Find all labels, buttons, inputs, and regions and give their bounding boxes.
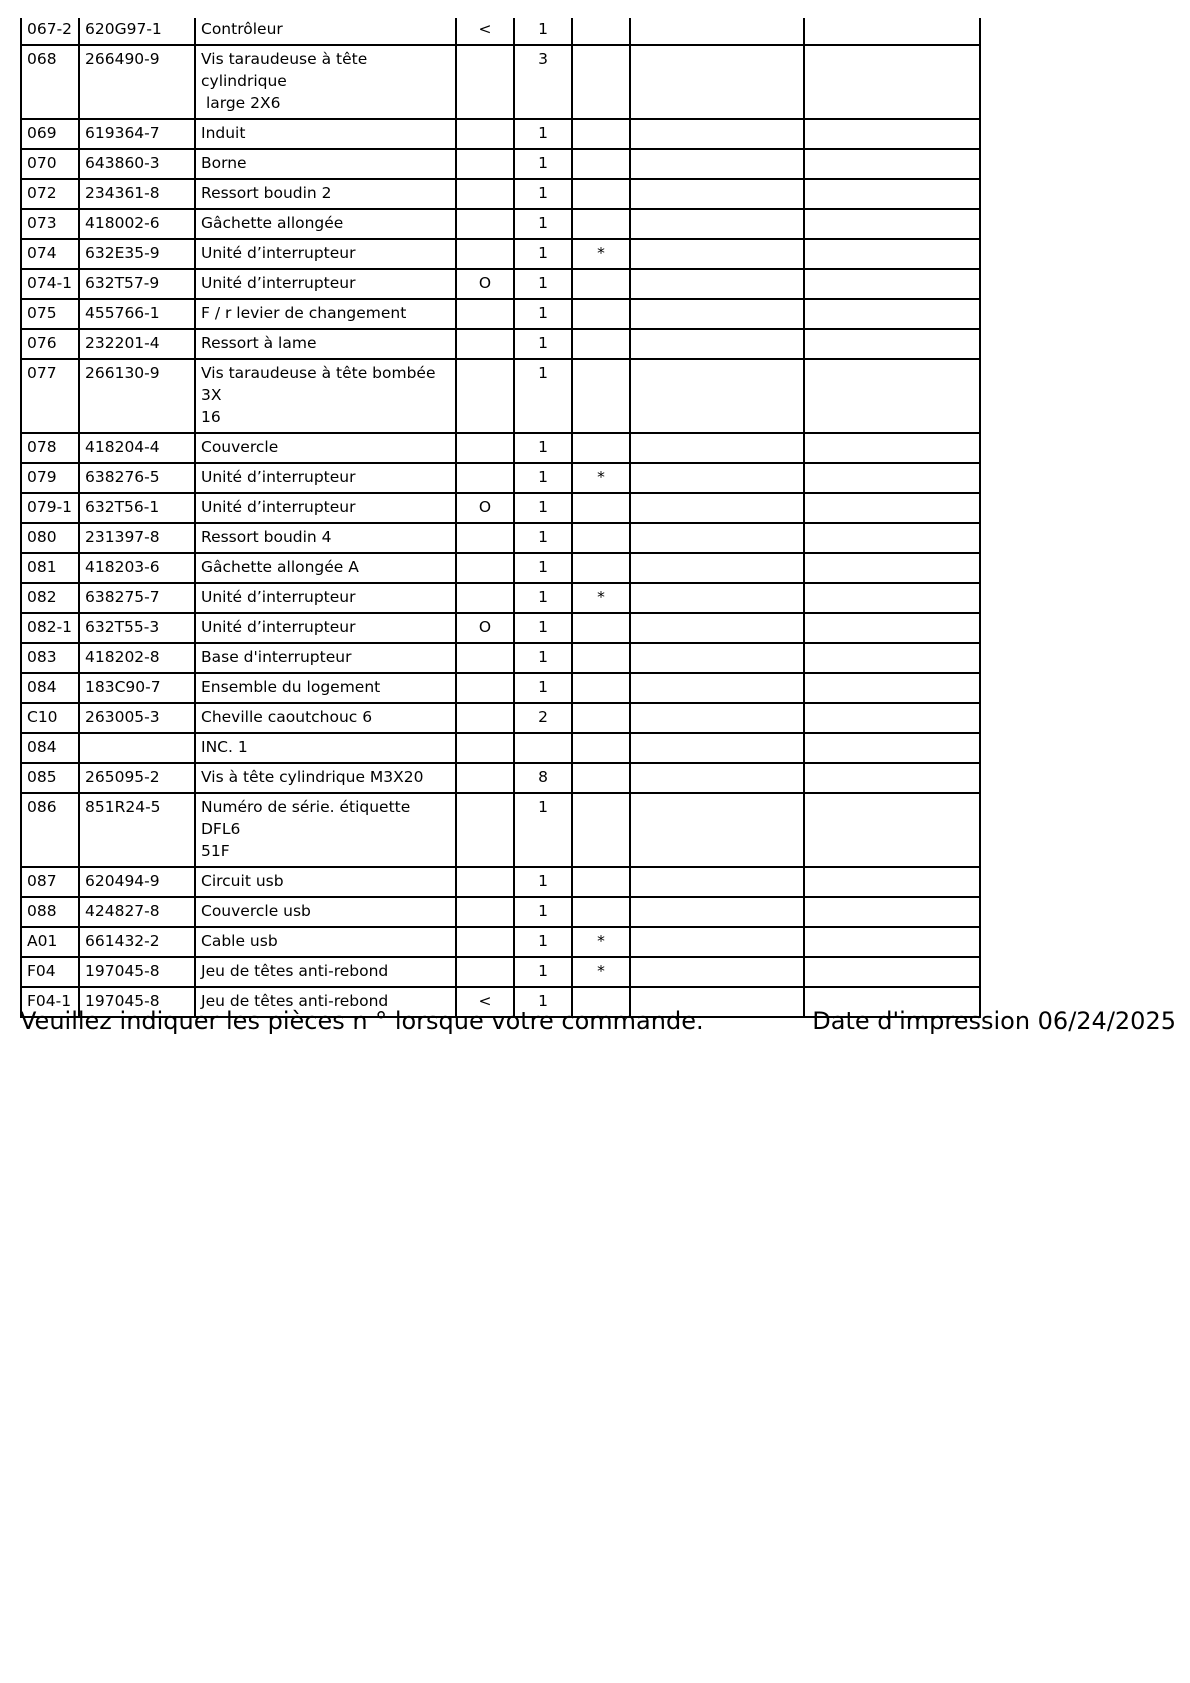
part-number-cell: 619364-7 bbox=[79, 119, 195, 149]
print-date-text: Date d'impression 06/24/2025 bbox=[812, 1007, 1176, 1035]
mark-cell bbox=[456, 45, 514, 119]
blank-cell bbox=[804, 299, 980, 329]
blank-cell bbox=[630, 329, 804, 359]
parts-table-body bbox=[21, 18, 980, 1017]
part-number-cell: 632T55-3 bbox=[79, 613, 195, 643]
note-cell bbox=[572, 643, 630, 673]
table-row bbox=[21, 643, 980, 673]
blank-cell bbox=[630, 957, 804, 987]
parts-table bbox=[20, 18, 981, 1018]
item-number-cell: 088 bbox=[21, 897, 79, 927]
part-number-cell: 418204-4 bbox=[79, 433, 195, 463]
table-row bbox=[21, 553, 980, 583]
mark-cell bbox=[456, 179, 514, 209]
blank-cell bbox=[804, 643, 980, 673]
quantity-cell: 1 bbox=[514, 18, 572, 45]
part-number-cell: 455766-1 bbox=[79, 299, 195, 329]
description-cell: Cheville caoutchouc 6 bbox=[195, 703, 456, 733]
part-number-cell: 638275-7 bbox=[79, 583, 195, 613]
blank-cell bbox=[804, 149, 980, 179]
quantity-cell: 1 bbox=[514, 523, 572, 553]
mark-cell bbox=[456, 299, 514, 329]
blank-cell bbox=[804, 433, 980, 463]
item-number-cell: 085 bbox=[21, 763, 79, 793]
quantity-cell: 1 bbox=[514, 239, 572, 269]
note-cell bbox=[572, 793, 630, 867]
part-number-cell: 418203-6 bbox=[79, 553, 195, 583]
quantity-cell: 1 bbox=[514, 927, 572, 957]
blank-cell bbox=[804, 867, 980, 897]
blank-cell bbox=[804, 269, 980, 299]
blank-cell bbox=[630, 209, 804, 239]
quantity-cell: 1 bbox=[514, 463, 572, 493]
mark-cell bbox=[456, 897, 514, 927]
blank-cell bbox=[630, 553, 804, 583]
mark-cell: O bbox=[456, 613, 514, 643]
mark-cell bbox=[456, 673, 514, 703]
blank-cell bbox=[630, 613, 804, 643]
blank-cell bbox=[630, 867, 804, 897]
blank-cell bbox=[630, 583, 804, 613]
mark-cell bbox=[456, 957, 514, 987]
table-row bbox=[21, 239, 980, 269]
mark-cell bbox=[456, 553, 514, 583]
blank-cell bbox=[804, 553, 980, 583]
blank-cell bbox=[630, 119, 804, 149]
table-row bbox=[21, 299, 980, 329]
item-number-cell: 073 bbox=[21, 209, 79, 239]
description-cell: Unité d’interrupteur bbox=[195, 463, 456, 493]
part-number-cell: 265095-2 bbox=[79, 763, 195, 793]
order-instruction-text: Veuillez indiquer les pièces n ° lorsque votre commande. bbox=[20, 1007, 704, 1035]
item-number-cell: 067-2 bbox=[21, 18, 79, 45]
table-row bbox=[21, 583, 980, 613]
mark-cell bbox=[456, 209, 514, 239]
description-cell: Unité d’interrupteur bbox=[195, 493, 456, 523]
quantity-cell: 1 bbox=[514, 179, 572, 209]
blank-cell bbox=[804, 493, 980, 523]
mark-cell: < bbox=[456, 18, 514, 45]
note-cell bbox=[572, 897, 630, 927]
part-number-cell: 231397-8 bbox=[79, 523, 195, 553]
mark-cell bbox=[456, 149, 514, 179]
note-cell bbox=[572, 149, 630, 179]
blank-cell bbox=[630, 927, 804, 957]
blank-cell bbox=[630, 763, 804, 793]
blank-cell bbox=[804, 119, 980, 149]
blank-cell bbox=[804, 703, 980, 733]
item-number-cell: 081 bbox=[21, 553, 79, 583]
quantity-cell: 1 bbox=[514, 493, 572, 523]
mark-cell bbox=[456, 463, 514, 493]
table-row bbox=[21, 179, 980, 209]
note-cell bbox=[572, 119, 630, 149]
item-number-cell: 069 bbox=[21, 119, 79, 149]
part-number-cell: 263005-3 bbox=[79, 703, 195, 733]
item-number-cell: 077 bbox=[21, 359, 79, 433]
table-row bbox=[21, 703, 980, 733]
table-row bbox=[21, 763, 980, 793]
blank-cell bbox=[630, 793, 804, 867]
mark-cell bbox=[456, 239, 514, 269]
table-row bbox=[21, 897, 980, 927]
description-cell: Vis à tête cylindrique M3X20 bbox=[195, 763, 456, 793]
quantity-cell: 1 bbox=[514, 867, 572, 897]
note-cell bbox=[572, 359, 630, 433]
blank-cell bbox=[630, 269, 804, 299]
table-row bbox=[21, 359, 980, 433]
part-number-cell: 266130-9 bbox=[79, 359, 195, 433]
blank-cell bbox=[804, 463, 980, 493]
note-cell bbox=[572, 209, 630, 239]
description-cell: Unité d’interrupteur bbox=[195, 239, 456, 269]
mark-cell: O bbox=[456, 493, 514, 523]
note-cell: * bbox=[572, 583, 630, 613]
part-number-cell: 234361-8 bbox=[79, 179, 195, 209]
part-number-cell: 643860-3 bbox=[79, 149, 195, 179]
quantity-cell: 1 bbox=[514, 673, 572, 703]
item-number-cell: A01 bbox=[21, 927, 79, 957]
part-number-cell: 232201-4 bbox=[79, 329, 195, 359]
item-number-cell: 080 bbox=[21, 523, 79, 553]
mark-cell bbox=[456, 927, 514, 957]
blank-cell bbox=[630, 18, 804, 45]
part-number-cell bbox=[79, 733, 195, 763]
table-row bbox=[21, 269, 980, 299]
item-number-cell: 079 bbox=[21, 463, 79, 493]
table-row bbox=[21, 673, 980, 703]
description-cell: Vis taraudeuse à tête bombée 3X 16 bbox=[195, 359, 456, 433]
item-number-cell: F04 bbox=[21, 957, 79, 987]
table-row bbox=[21, 209, 980, 239]
blank-cell bbox=[630, 299, 804, 329]
quantity-cell: 1 bbox=[514, 897, 572, 927]
item-number-cell: 084 bbox=[21, 733, 79, 763]
quantity-cell: 1 bbox=[514, 433, 572, 463]
note-cell bbox=[572, 433, 630, 463]
part-number-cell: 197045-8 bbox=[79, 987, 195, 1017]
table-row bbox=[21, 433, 980, 463]
item-number-cell: F04-1 bbox=[21, 987, 79, 1017]
description-cell: Ensemble du logement bbox=[195, 673, 456, 703]
note-cell: * bbox=[572, 927, 630, 957]
part-number-cell: 632T56-1 bbox=[79, 493, 195, 523]
mark-cell bbox=[456, 359, 514, 433]
quantity-cell: 1 bbox=[514, 613, 572, 643]
description-cell: Unité d’interrupteur bbox=[195, 613, 456, 643]
blank-cell bbox=[630, 493, 804, 523]
mark-cell bbox=[456, 733, 514, 763]
blank-cell bbox=[804, 18, 980, 45]
description-cell: Induit bbox=[195, 119, 456, 149]
description-cell: Vis taraudeuse à tête cylindrique large 2X6 bbox=[195, 45, 456, 119]
part-number-cell: 851R24-5 bbox=[79, 793, 195, 867]
quantity-cell: 1 bbox=[514, 583, 572, 613]
blank-cell bbox=[804, 957, 980, 987]
part-number-cell: 418202-8 bbox=[79, 643, 195, 673]
note-cell: * bbox=[572, 463, 630, 493]
blank-cell bbox=[804, 763, 980, 793]
item-number-cell: 087 bbox=[21, 867, 79, 897]
item-number-cell: 082 bbox=[21, 583, 79, 613]
part-number-cell: 620G97-1 bbox=[79, 18, 195, 45]
table-row bbox=[21, 18, 980, 45]
description-cell: Ressort à lame bbox=[195, 329, 456, 359]
quantity-cell bbox=[514, 733, 572, 763]
quantity-cell: 1 bbox=[514, 329, 572, 359]
description-cell: Numéro de série. étiquette DFL6 51F bbox=[195, 793, 456, 867]
note-cell bbox=[572, 613, 630, 643]
note-cell bbox=[572, 329, 630, 359]
note-cell bbox=[572, 703, 630, 733]
table-row bbox=[21, 793, 980, 867]
quantity-cell: 1 bbox=[514, 299, 572, 329]
quantity-cell: 1 bbox=[514, 119, 572, 149]
note-cell bbox=[572, 553, 630, 583]
item-number-cell: 082-1 bbox=[21, 613, 79, 643]
item-number-cell: 084 bbox=[21, 673, 79, 703]
description-cell: Gâchette allongée bbox=[195, 209, 456, 239]
blank-cell bbox=[630, 703, 804, 733]
table-row bbox=[21, 329, 980, 359]
item-number-cell: 075 bbox=[21, 299, 79, 329]
mark-cell bbox=[456, 329, 514, 359]
item-number-cell: 079-1 bbox=[21, 493, 79, 523]
part-number-cell: 197045-8 bbox=[79, 957, 195, 987]
description-cell: Jeu de têtes anti-rebond bbox=[195, 957, 456, 987]
item-number-cell: 074-1 bbox=[21, 269, 79, 299]
blank-cell bbox=[630, 359, 804, 433]
mark-cell: O bbox=[456, 269, 514, 299]
part-number-cell: 424827-8 bbox=[79, 897, 195, 927]
quantity-cell: 2 bbox=[514, 703, 572, 733]
part-number-cell: 266490-9 bbox=[79, 45, 195, 119]
quantity-cell: 1 bbox=[514, 149, 572, 179]
blank-cell bbox=[630, 523, 804, 553]
mark-cell: < bbox=[456, 987, 514, 1017]
description-cell: Borne bbox=[195, 149, 456, 179]
blank-cell bbox=[630, 897, 804, 927]
description-cell: Gâchette allongée A bbox=[195, 553, 456, 583]
part-number-cell: 620494-9 bbox=[79, 867, 195, 897]
quantity-cell: 1 bbox=[514, 793, 572, 867]
blank-cell bbox=[804, 209, 980, 239]
note-cell bbox=[572, 18, 630, 45]
table-row bbox=[21, 45, 980, 119]
part-number-cell: 418002-6 bbox=[79, 209, 195, 239]
item-number-cell: 078 bbox=[21, 433, 79, 463]
blank-cell bbox=[630, 733, 804, 763]
note-cell bbox=[572, 179, 630, 209]
quantity-cell: 1 bbox=[514, 987, 572, 1017]
description-cell: F / r levier de changement bbox=[195, 299, 456, 329]
description-cell: Unité d’interrupteur bbox=[195, 269, 456, 299]
blank-cell bbox=[804, 239, 980, 269]
quantity-cell: 1 bbox=[514, 359, 572, 433]
description-cell: Couvercle usb bbox=[195, 897, 456, 927]
blank-cell bbox=[630, 45, 804, 119]
mark-cell bbox=[456, 119, 514, 149]
item-number-cell: 074 bbox=[21, 239, 79, 269]
table-row bbox=[21, 149, 980, 179]
blank-cell bbox=[804, 793, 980, 867]
blank-cell bbox=[804, 359, 980, 433]
part-number-cell: 183C90-7 bbox=[79, 673, 195, 703]
item-number-cell: 086 bbox=[21, 793, 79, 867]
mark-cell bbox=[456, 867, 514, 897]
quantity-cell: 1 bbox=[514, 209, 572, 239]
table-row bbox=[21, 927, 980, 957]
blank-cell bbox=[804, 45, 980, 119]
blank-cell bbox=[804, 673, 980, 703]
part-number-cell: 661432-2 bbox=[79, 927, 195, 957]
note-cell bbox=[572, 523, 630, 553]
blank-cell bbox=[804, 329, 980, 359]
item-number-cell: 083 bbox=[21, 643, 79, 673]
description-cell: INC. 1 bbox=[195, 733, 456, 763]
table-row bbox=[21, 957, 980, 987]
part-number-cell: 638276-5 bbox=[79, 463, 195, 493]
part-number-cell: 632E35-9 bbox=[79, 239, 195, 269]
item-number-cell: 076 bbox=[21, 329, 79, 359]
description-cell: Jeu de têtes anti-rebond bbox=[195, 987, 456, 1017]
table-row bbox=[21, 463, 980, 493]
blank-cell bbox=[804, 733, 980, 763]
item-number-cell: 072 bbox=[21, 179, 79, 209]
table-row bbox=[21, 119, 980, 149]
blank-cell bbox=[630, 643, 804, 673]
blank-cell bbox=[804, 523, 980, 553]
quantity-cell: 1 bbox=[514, 269, 572, 299]
table-row bbox=[21, 613, 980, 643]
mark-cell bbox=[456, 433, 514, 463]
note-cell bbox=[572, 493, 630, 523]
mark-cell bbox=[456, 763, 514, 793]
note-cell bbox=[572, 763, 630, 793]
note-cell bbox=[572, 733, 630, 763]
blank-cell bbox=[804, 897, 980, 927]
blank-cell bbox=[630, 433, 804, 463]
note-cell: * bbox=[572, 239, 630, 269]
description-cell: Circuit usb bbox=[195, 867, 456, 897]
item-number-cell: 068 bbox=[21, 45, 79, 119]
description-cell: Ressort boudin 4 bbox=[195, 523, 456, 553]
quantity-cell: 1 bbox=[514, 553, 572, 583]
description-cell: Unité d’interrupteur bbox=[195, 583, 456, 613]
quantity-cell: 8 bbox=[514, 763, 572, 793]
quantity-cell: 1 bbox=[514, 643, 572, 673]
note-cell bbox=[572, 673, 630, 703]
table-row bbox=[21, 733, 980, 763]
table-row bbox=[21, 493, 980, 523]
mark-cell bbox=[456, 523, 514, 553]
item-number-cell: C10 bbox=[21, 703, 79, 733]
description-cell: Couvercle bbox=[195, 433, 456, 463]
description-cell: Base d'interrupteur bbox=[195, 643, 456, 673]
blank-cell bbox=[804, 583, 980, 613]
note-cell: * bbox=[572, 957, 630, 987]
item-number-cell: 070 bbox=[21, 149, 79, 179]
description-cell: Cable usb bbox=[195, 927, 456, 957]
mark-cell bbox=[456, 703, 514, 733]
quantity-cell: 3 bbox=[514, 45, 572, 119]
blank-cell bbox=[630, 149, 804, 179]
mark-cell bbox=[456, 583, 514, 613]
mark-cell bbox=[456, 793, 514, 867]
description-cell: Contrôleur bbox=[195, 18, 456, 45]
table-row bbox=[21, 523, 980, 553]
quantity-cell: 1 bbox=[514, 957, 572, 987]
part-number-cell: 632T57-9 bbox=[79, 269, 195, 299]
blank-cell bbox=[804, 179, 980, 209]
blank-cell bbox=[804, 613, 980, 643]
blank-cell bbox=[630, 179, 804, 209]
note-cell bbox=[572, 867, 630, 897]
description-cell: Ressort boudin 2 bbox=[195, 179, 456, 209]
mark-cell bbox=[456, 643, 514, 673]
note-cell bbox=[572, 45, 630, 119]
table-row bbox=[21, 867, 980, 897]
blank-cell bbox=[630, 239, 804, 269]
note-cell bbox=[572, 269, 630, 299]
blank-cell bbox=[804, 927, 980, 957]
note-cell bbox=[572, 299, 630, 329]
blank-cell bbox=[630, 673, 804, 703]
blank-cell bbox=[630, 463, 804, 493]
